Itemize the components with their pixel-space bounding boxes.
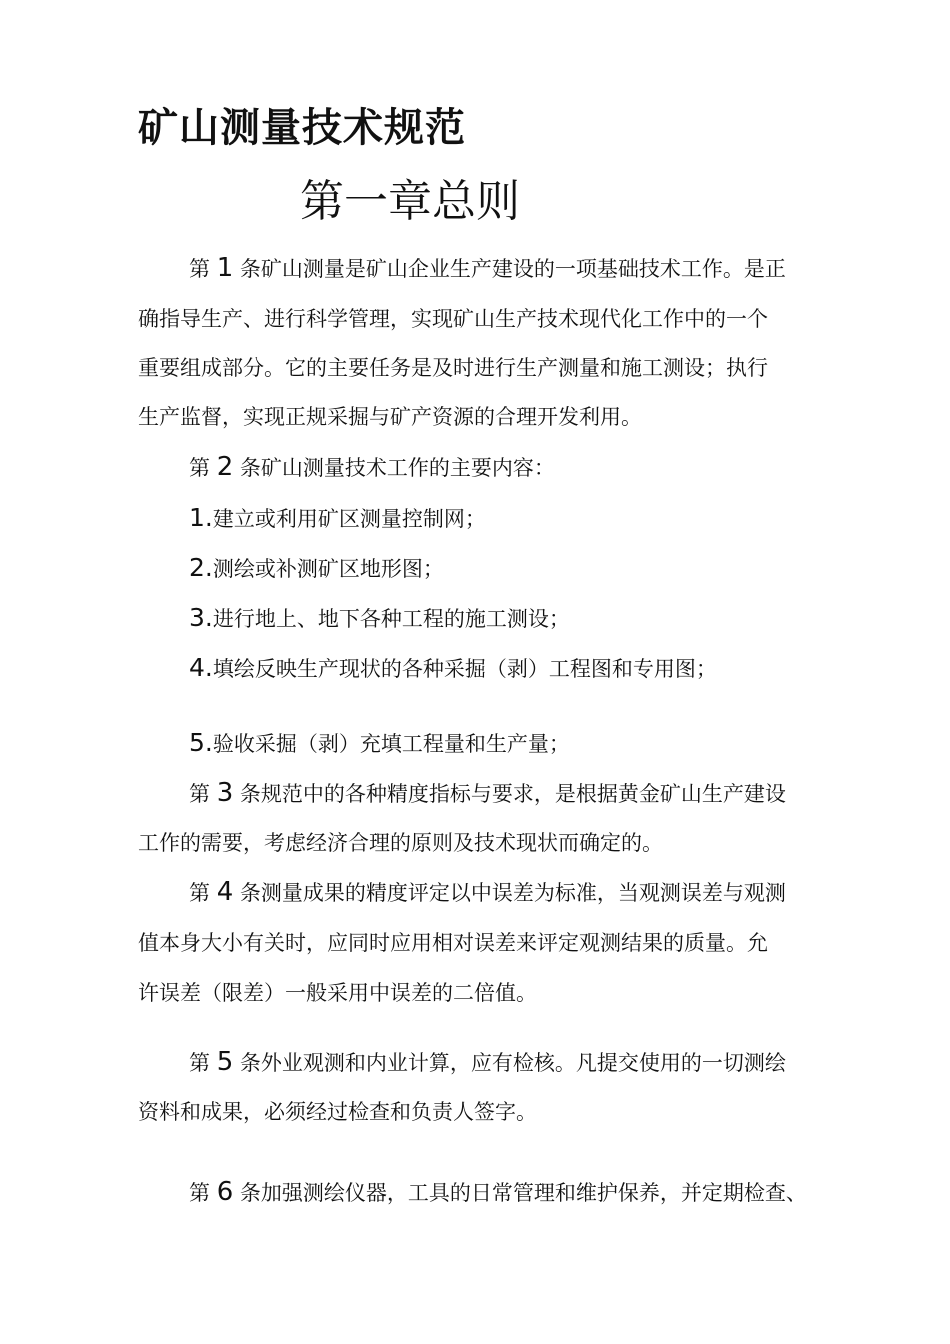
- article-2-line-1: [189, 451, 555, 484]
- list-item: [189, 502, 486, 535]
- article-text: 条外业观测和内业计算，应有检核。凡提交使用的一切测绘: [239, 1051, 786, 1075]
- article-prefix: 第: [189, 1181, 210, 1205]
- list-item-number: 5.: [189, 728, 213, 757]
- list-item-text: 验收采掘（剥）充填工程量和生产量；: [212, 732, 570, 756]
- list-item-text: 填绘反映生产现状的各种采掘（剥）工程图和专用图；: [212, 657, 717, 681]
- article-text: 条测量成果的精度评定以中误差为标准，当观测误差与观测: [239, 881, 786, 905]
- article-3-line-1: [189, 777, 786, 810]
- article-prefix: 第: [189, 782, 210, 806]
- article-1-line-2: 确指导生产、进行科学管理，实现矿山生产技术现代化工作中的一个: [138, 307, 768, 331]
- list-item-text: 建立或利用矿区测量控制网；: [212, 507, 486, 531]
- article-5-line-2: 资料和成果，必须经过检查和负责人签字。: [138, 1100, 537, 1124]
- list-item-number: 1.: [189, 503, 213, 532]
- list-item-number: 2.: [189, 553, 213, 582]
- article-number: 6: [216, 1177, 234, 1207]
- article-1-line-1: [189, 252, 786, 285]
- list-item-text: 测绘或补测矿区地形图；: [212, 557, 444, 581]
- article-text: 条矿山测量技术工作的主要内容：: [239, 456, 555, 480]
- article-number: 1: [216, 253, 234, 283]
- article-number: 4: [216, 877, 234, 907]
- article-4-line-1: [189, 876, 786, 909]
- article-1-line-3: 重要组成部分。它的主要任务是及时进行生产测量和施工测设；执行: [138, 356, 768, 380]
- article-number: 3: [216, 778, 234, 808]
- article-4-line-2: 值本身大小有关时，应同时应用相对误差来评定观测结果的质量。允: [138, 931, 768, 955]
- list-item-number: 4.: [189, 653, 213, 682]
- article-prefix: 第: [189, 1051, 210, 1075]
- article-number: 2: [216, 452, 234, 482]
- article-prefix: 第: [189, 456, 210, 480]
- article-4-line-3: 许误差（限差）一般采用中误差的二倍值。: [138, 981, 537, 1005]
- article-text: 条矿山测量是矿山企业生产建设的一项基础技术工作。是正: [239, 257, 786, 281]
- list-item: [189, 727, 570, 760]
- list-item-number: 3.: [189, 603, 213, 632]
- article-text: 条规范中的各种精度指标与要求，是根据黄金矿山生产建设: [239, 782, 786, 806]
- article-1-line-4: 生产监督，实现正规采掘与矿产资源的合理开发利用。: [138, 405, 642, 429]
- article-5-line-1: [189, 1046, 786, 1079]
- list-item: [189, 602, 570, 635]
- article-number: 5: [216, 1047, 234, 1077]
- article-prefix: 第: [189, 257, 210, 281]
- article-6-line-1: [189, 1176, 807, 1209]
- document-title: 矿山测量技术规范: [138, 105, 466, 151]
- list-item: [189, 552, 444, 585]
- article-text: 条加强测绘仪器，工具的日常管理和维护保养，并定期检查、: [239, 1181, 807, 1205]
- article-prefix: 第: [189, 881, 210, 905]
- chapter-heading: 第一章总则: [300, 176, 520, 227]
- list-item-text: 进行地上、地下各种工程的施工测设；: [212, 607, 570, 631]
- list-item: [189, 652, 717, 685]
- article-3-line-2: 工作的需要，考虑经济合理的原则及技术现状而确定的。: [138, 831, 663, 855]
